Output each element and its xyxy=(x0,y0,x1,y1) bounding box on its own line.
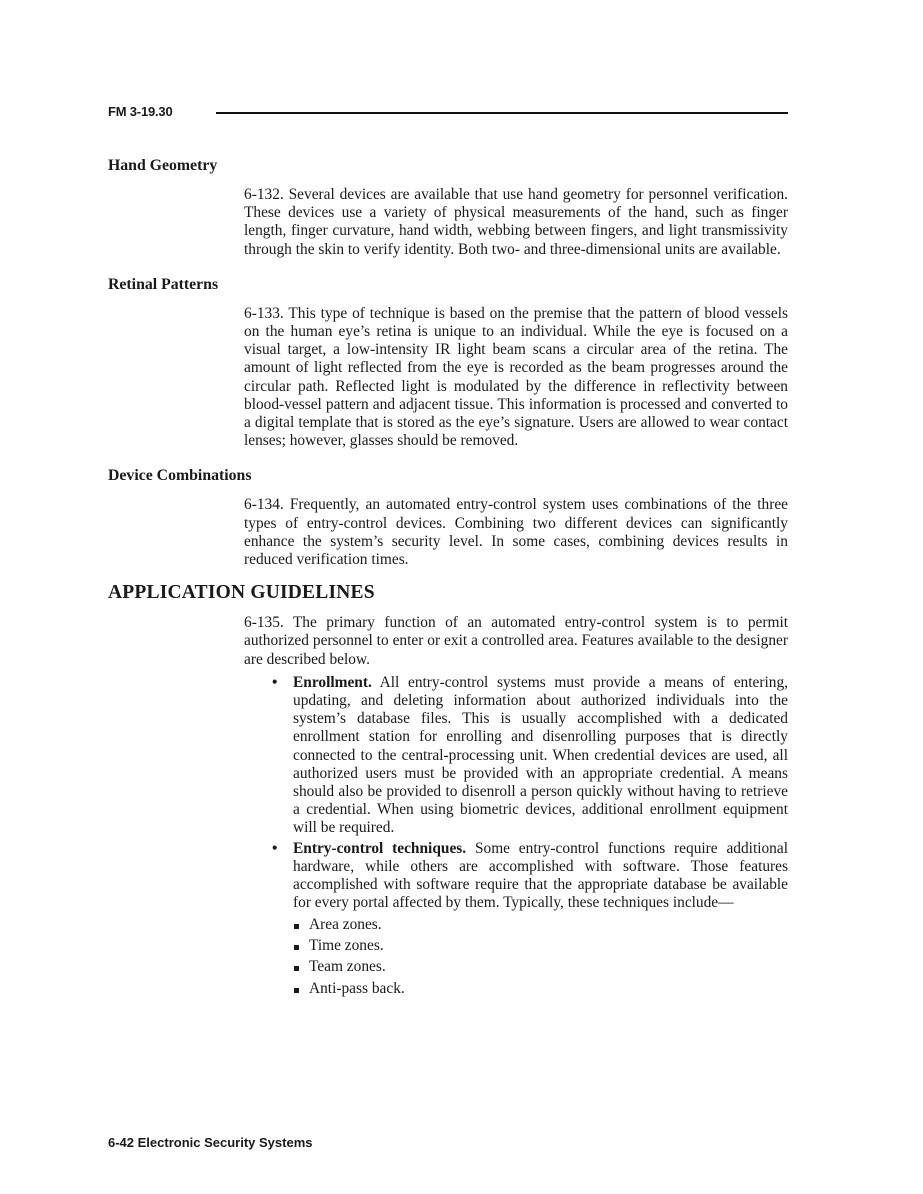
paragraph-6-135: 6-135. The primary function of an automated entry-control system is to permit authorized personnel to enter or exit a controlled area. Features available to the designer are described below. xyxy=(244,614,788,668)
section-heading-retinal-patterns: Retinal Patterns xyxy=(108,275,219,293)
bullet-dot-icon: • xyxy=(272,673,278,691)
section-heading-hand-geometry: Hand Geometry xyxy=(108,157,218,174)
sublist-item xyxy=(293,958,788,976)
square-bullet-icon xyxy=(294,966,299,971)
page-header-label: FM 3-19.30 xyxy=(108,104,173,119)
page-footer-label: 6-42 Electronic Security Systems xyxy=(108,1135,313,1150)
sublist-item-text: Time zones. xyxy=(309,936,384,954)
paragraph-6-132: 6-132. Several devices are available that use hand geometry for personnel verification. These devices use a variety of physical measurements of the hand, such as finger length, finger curvature, hand width, webbing between fingers, and light transmissivity through the skin to verify identity. Both two- and three-dimensional units are available. xyxy=(244,186,788,258)
bullet-term: Enrollment. xyxy=(293,673,372,691)
square-bullet-icon xyxy=(294,988,299,993)
paragraph-6-133: 6-133. This type of technique is based on the premise that the pattern of blood vessels on the human eye’s retina is unique to an individual. While the eye is focused on a visual target, a low-intensity IR light beam scans a circular area of the retina. The amount of light reflected from the eye is recorded as the beam progresses around the circular path. Reflected light is modulated by the difference in reflectivity between blood-vessel pattern and adjacent tissue. This information is processed and converted to a digital template that is stored as the eye’s signature. Users are allowed to wear contact lenses; however, glasses should be removed. xyxy=(244,304,788,450)
technique-sublist xyxy=(293,916,788,998)
square-bullet-icon xyxy=(294,945,299,950)
bullet-text: Some entry-control functions require additional hardware, while others are accomplished with software. Those features accomplished with software require that the appropriate database be available for every portal affected by them. Typically, these techniques include— xyxy=(293,839,788,912)
bullet-dot-icon: • xyxy=(272,839,278,857)
feature-bullet-list xyxy=(244,674,788,998)
sublist-item-text: Area zones. xyxy=(309,915,382,933)
sublist-item xyxy=(293,937,788,955)
sublist-item-text: Team zones. xyxy=(309,958,386,976)
bullet-term: Entry-control techniques. xyxy=(293,839,467,857)
major-heading-application-guidelines: APPLICATION GUIDELINES xyxy=(108,582,375,604)
square-bullet-icon xyxy=(294,924,299,929)
header-rule xyxy=(216,112,788,114)
page-content xyxy=(108,156,788,1001)
sublist-item xyxy=(293,980,788,998)
sublist-item-text: Anti-pass back. xyxy=(309,979,405,997)
bullet-enrollment xyxy=(244,674,788,838)
bullet-text: All entry-control systems must provide a means of entering, updating, and deleting information about authorized individuals into the system’s database files. This is usually accomplished with a dedicated enrollment station for enrolling and disenrolling purposes that is directly connected to the central-processing unit. When credential devices are used, all authorized users must be provided with an appropriate credential. A means should also be provided to disenroll a person quickly without having to retrieve a credential. When using biometric devices, additional enrollment equipment will be required. xyxy=(293,673,788,837)
bullet-entry-control-techniques xyxy=(244,840,788,998)
section-heading-device-combinations: Device Combinations xyxy=(108,467,252,485)
paragraph-6-134: 6-134. Frequently, an automated entry-control system uses combinations of the three types of entry-control devices. Combining two different devices can significantly enhance the system’s security level. In some cases, combining devices results in reduced verification times. xyxy=(244,496,788,569)
sublist-item xyxy=(293,916,788,934)
